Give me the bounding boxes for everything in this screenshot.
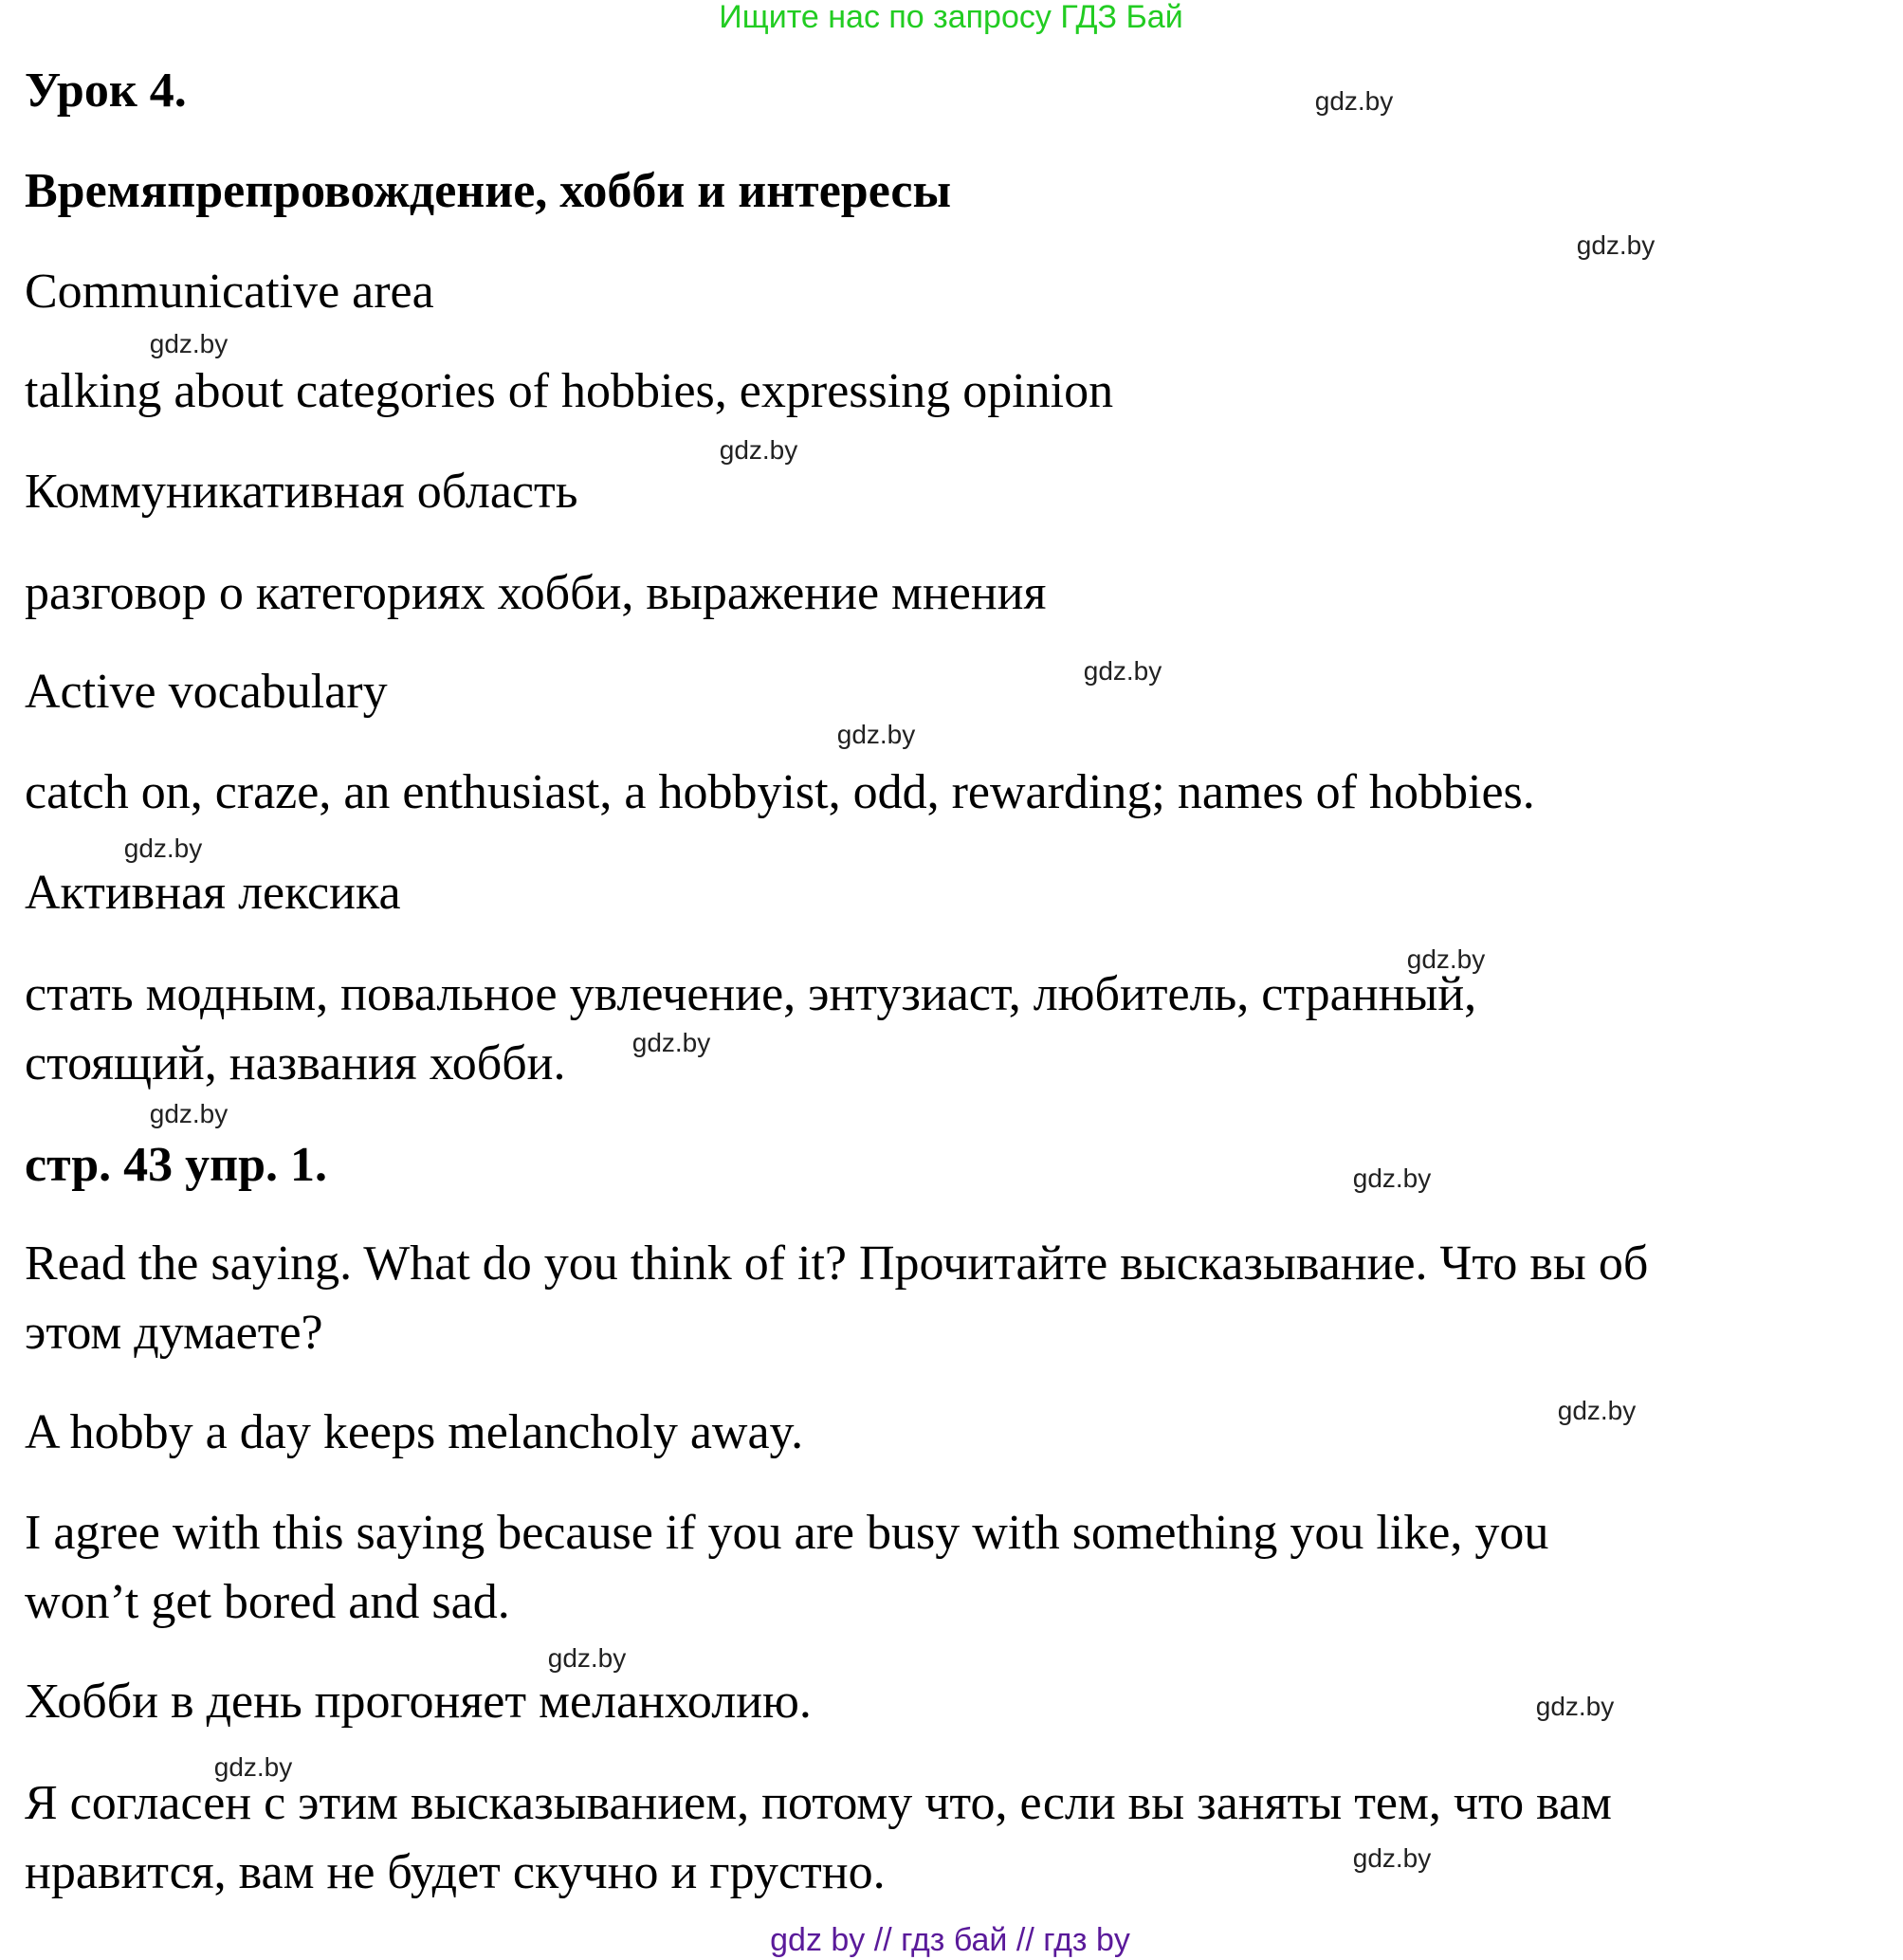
text-line: стать модным, повальное увлечение, энтузиаст, любитель, странный,: [25, 967, 1477, 1021]
watermark: gdz.by: [547, 1643, 627, 1673]
saying-translation: Хобби в день прогоняет меланхолию.: [25, 1675, 812, 1729]
answer-translation: Я согласен с этим высказыванием, потому что, если вы заняты тем, что вам: [25, 1776, 1612, 1830]
watermark: gdz.by: [123, 833, 203, 863]
watermark: gdz.by: [1314, 86, 1394, 116]
answer: won’t get bored and sad.: [25, 1575, 510, 1629]
text-line: talking about categories of hobbies, expressing opinion: [25, 364, 1114, 418]
watermark: gdz.by: [836, 720, 916, 749]
text-line: catch on, craze, an enthusiast, a hobbyist, odd, rewarding; names of hobbies.: [25, 765, 1535, 819]
search-banner[interactable]: Ищите нас по запросу ГДЗ Бай: [719, 0, 1183, 35]
exercise-task: Read the saying. What do you think of it? Прочитайте высказывание. Что вы об: [25, 1236, 1649, 1291]
watermark: gdz.by: [149, 1099, 229, 1128]
section-label: Активная лексика: [25, 866, 401, 920]
watermark: gdz.by: [1406, 944, 1486, 974]
watermark: gdz.by: [213, 1752, 293, 1782]
lesson-title: Урок 4.: [25, 64, 187, 118]
section-label: Active vocabulary: [25, 665, 388, 719]
watermark: gdz.by: [1535, 1692, 1615, 1721]
watermark: gdz.by: [1352, 1843, 1432, 1873]
watermark: gdz.by: [719, 435, 798, 465]
text-line: разговор о категориях хобби, выражение мнения: [25, 566, 1047, 620]
exercise-task: этом думаете?: [25, 1306, 323, 1360]
watermark: gdz.by: [1352, 1163, 1432, 1193]
watermark: gdz.by: [1083, 656, 1162, 686]
answer-translation: нравится, вам не будет скучно и грустно.: [25, 1845, 886, 1899]
watermark: gdz.by: [1576, 230, 1656, 260]
exercise-title: стр. 43 упр. 1.: [25, 1138, 328, 1192]
watermark: gdz.by: [149, 329, 229, 358]
saying: A hobby a day keeps melancholy away.: [25, 1405, 804, 1459]
lesson-topic: Времяпрепровождение, хобби и интересы: [25, 164, 952, 218]
watermark: gdz.by: [631, 1028, 711, 1057]
section-label: Communicative area: [25, 265, 434, 319]
section-label: Коммуникативная область: [25, 465, 578, 519]
footer-links[interactable]: gdz by // гдз бай // гдз by: [770, 1922, 1130, 1958]
text-line: стоящий, названия хобби.: [25, 1036, 566, 1090]
answer: I agree with this saying because if you are busy with something you like, you: [25, 1506, 1549, 1560]
watermark: gdz.by: [1557, 1396, 1637, 1425]
